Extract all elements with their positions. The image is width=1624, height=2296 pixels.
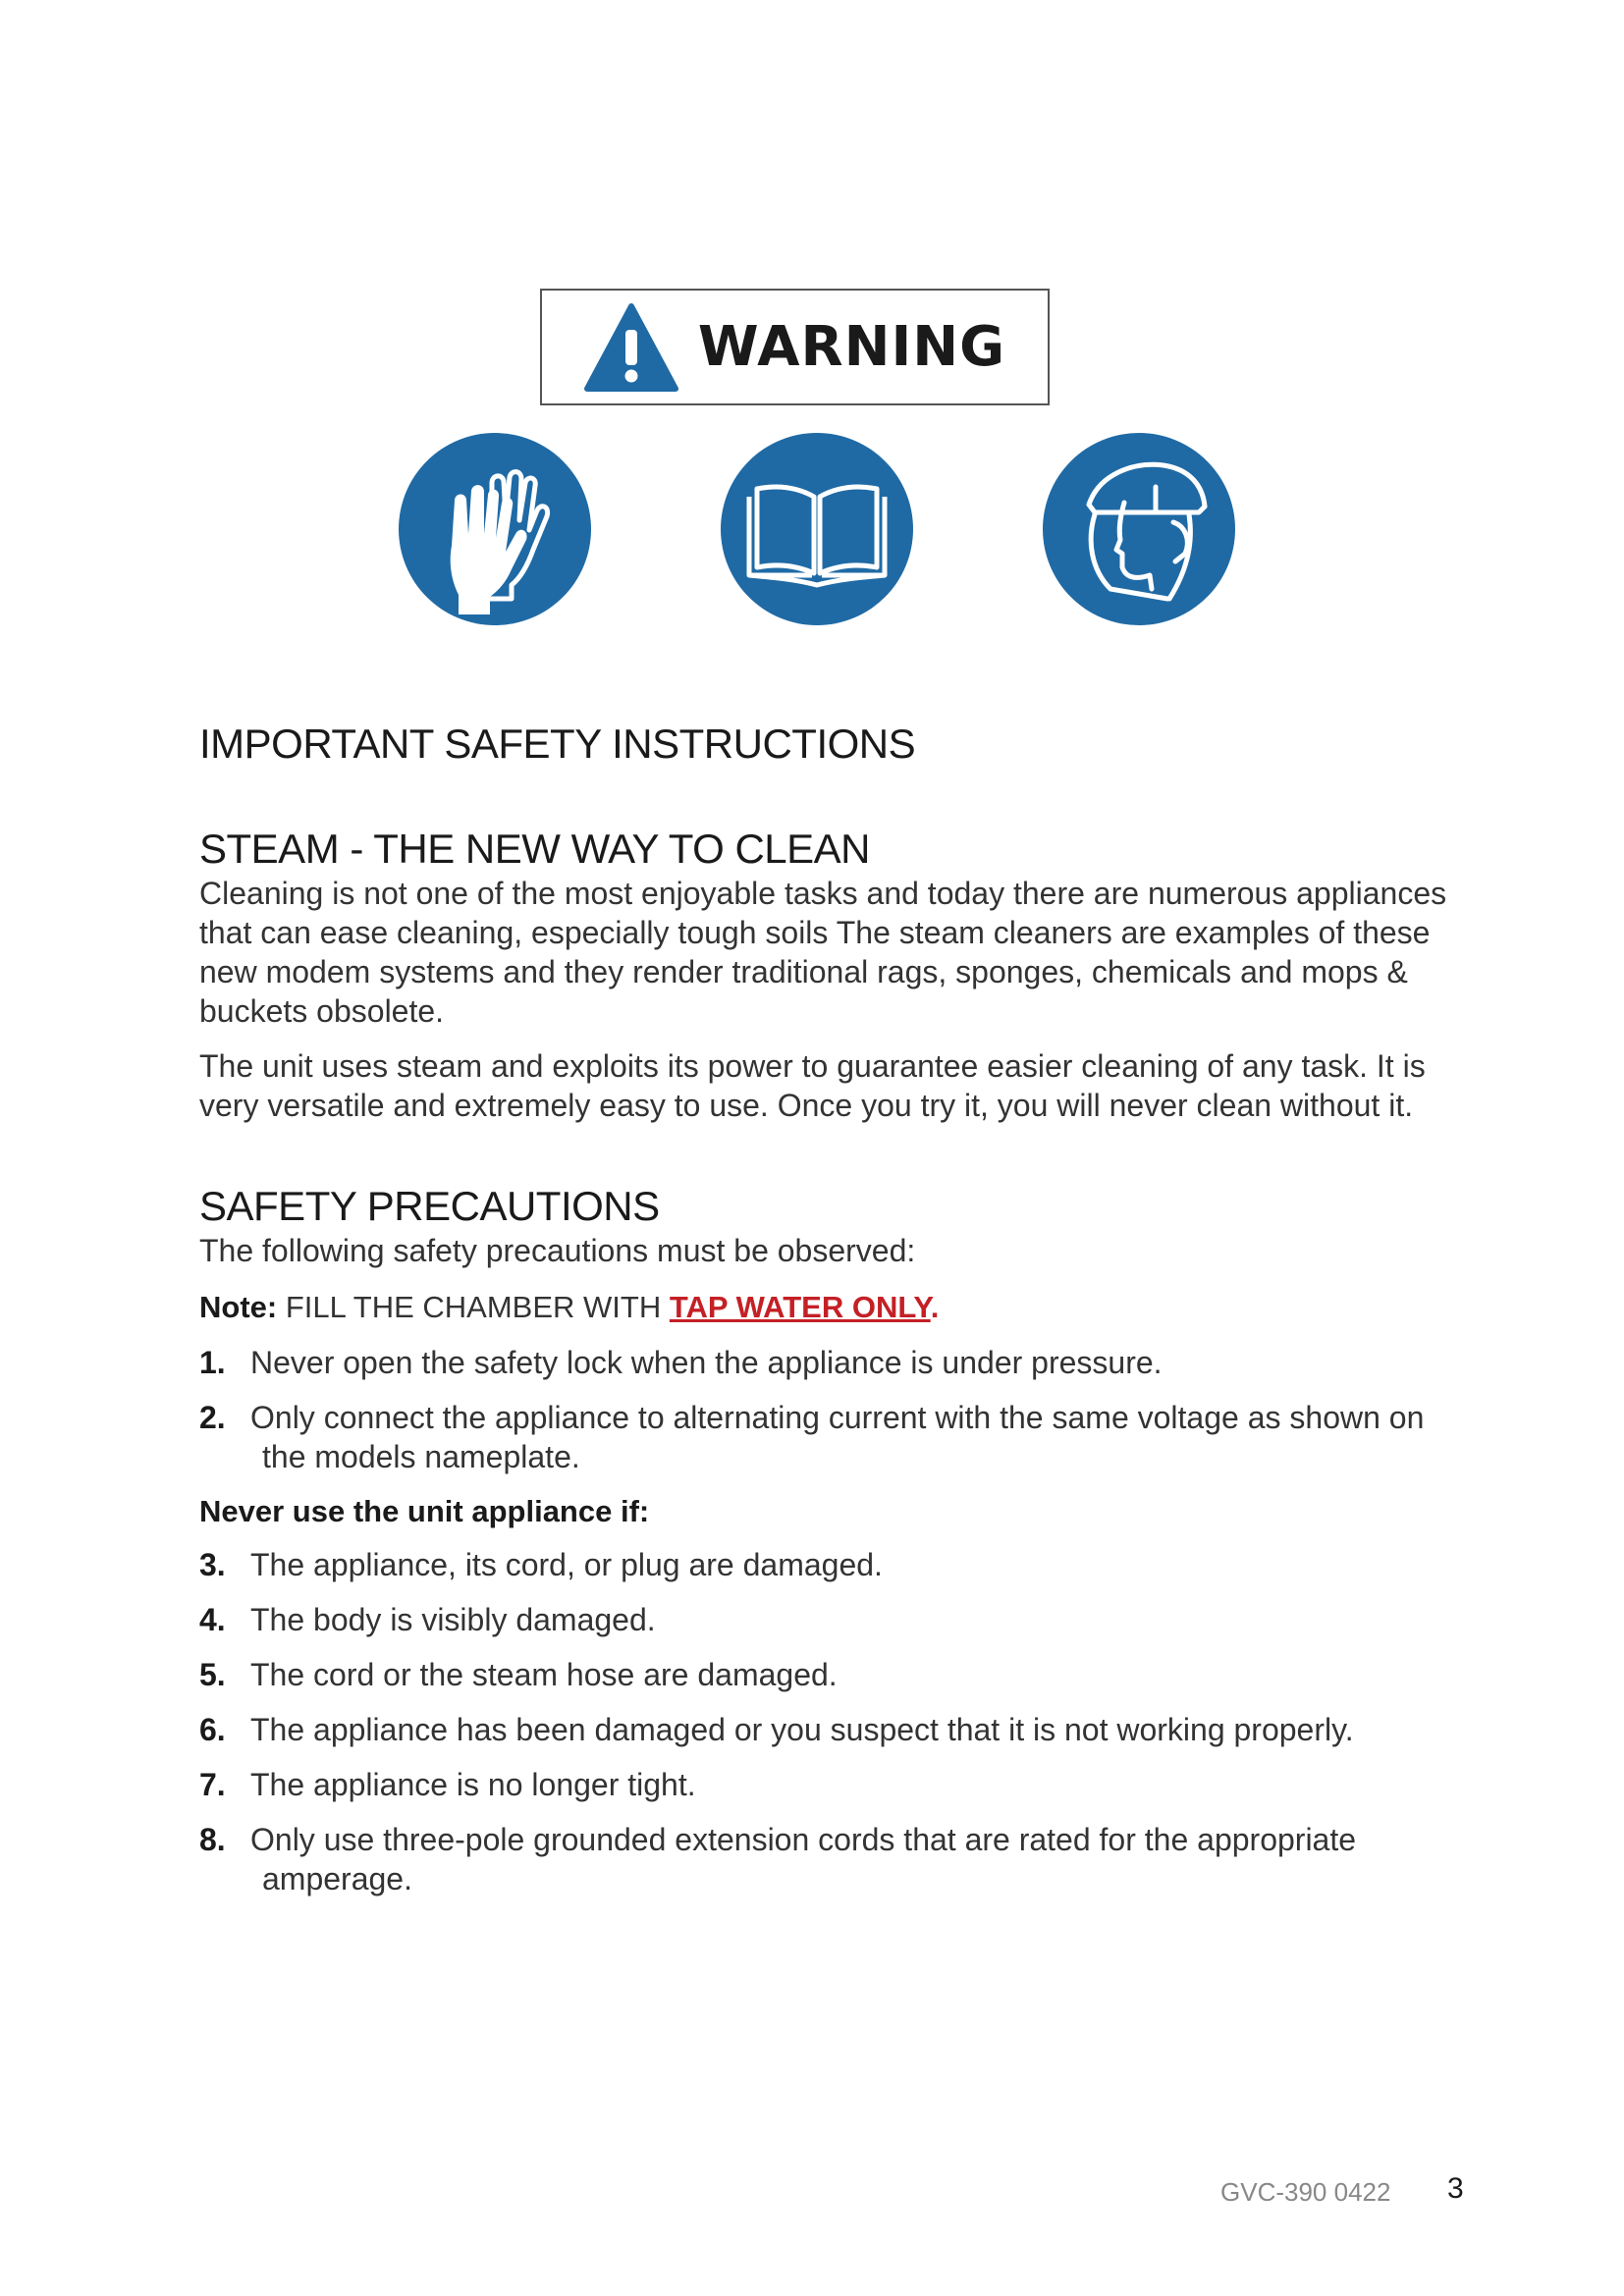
manual-book-icon <box>720 432 914 626</box>
item-number: 4. <box>199 1602 226 1637</box>
main-content <box>199 721 1476 1898</box>
precautions-list-a <box>199 1343 1476 1476</box>
list-item <box>199 1710 1476 1749</box>
item-number: 3. <box>199 1547 226 1582</box>
gloves-icon <box>398 432 592 626</box>
document-code: GVC-390 0422 <box>1220 2177 1391 2207</box>
warning-banner <box>540 289 1050 405</box>
page-number: 3 <box>1447 2172 1464 2205</box>
item-number: 8. <box>199 1822 226 1857</box>
item-number: 7. <box>199 1767 226 1802</box>
note-line <box>199 1288 1476 1327</box>
item-number: 6. <box>199 1712 226 1747</box>
list-item <box>199 1600 1476 1639</box>
precautions-section-title: SAFETY PRECAUTIONS <box>199 1183 660 1229</box>
item-text: The appliance is no longer tight. <box>250 1767 696 1802</box>
item-text: The cord or the steam hose are damaged. <box>250 1657 838 1692</box>
item-text: The body is visibly damaged. <box>250 1602 656 1637</box>
warning-label: WARNING <box>697 315 1006 379</box>
item-number: 2. <box>199 1400 226 1435</box>
page-title: IMPORTANT SAFETY INSTRUCTIONS <box>199 721 916 767</box>
item-text: Never open the safety lock when the appliance is under pressure. <box>250 1345 1163 1380</box>
tap-water-highlight: TAP WATER ONLY <box>669 1290 931 1324</box>
precautions-list-b <box>199 1545 1476 1898</box>
safety-icons <box>0 432 1624 628</box>
steam-section-title: STEAM - THE NEW WAY TO CLEAN <box>199 826 870 872</box>
note-end: . <box>930 1290 940 1324</box>
item-number: 1. <box>199 1345 226 1380</box>
steam-paragraph-1: Cleaning is not one of the most enjoyable tasks and today there are numerous appliances that can ease cleaning, especially tough soils The steam cleaners are examples of these new modem systems and they render traditional rags, sponges, chemicals and mops & buckets obsolete. <box>199 876 1447 1029</box>
list-item <box>199 1820 1476 1898</box>
list-item <box>199 1765 1476 1804</box>
face-shield-icon <box>1042 432 1236 626</box>
list-item <box>199 1655 1476 1694</box>
never-use-heading: Never use the unit appliance if: <box>199 1494 650 1528</box>
steam-paragraph-2: The unit uses steam and exploits its power to guarantee easier cleaning of any task. It is very versatile and extremely easy to use. Once you try it, you will never clean without it. <box>199 1048 1426 1123</box>
note-text: FILL THE CHAMBER WITH <box>285 1290 662 1324</box>
item-text: The appliance has been damaged or you suspect that it is not working properly. <box>250 1712 1354 1747</box>
item-text: Only use three-pole grounded extension cords that are rated for the appropriate amperage. <box>250 1822 1357 1896</box>
list-item <box>199 1545 1476 1584</box>
item-text: Only connect the appliance to alternating current with the same voltage as shown on the models nameplate. <box>250 1400 1425 1474</box>
precautions-intro: The following safety precautions must be observed: <box>199 1233 916 1268</box>
warning-triangle-icon <box>584 302 678 393</box>
item-number: 5. <box>199 1657 226 1692</box>
note-label: Note: <box>199 1290 278 1324</box>
item-text: The appliance, its cord, or plug are damaged. <box>250 1547 883 1582</box>
list-item <box>199 1343 1476 1382</box>
list-item <box>199 1398 1476 1476</box>
